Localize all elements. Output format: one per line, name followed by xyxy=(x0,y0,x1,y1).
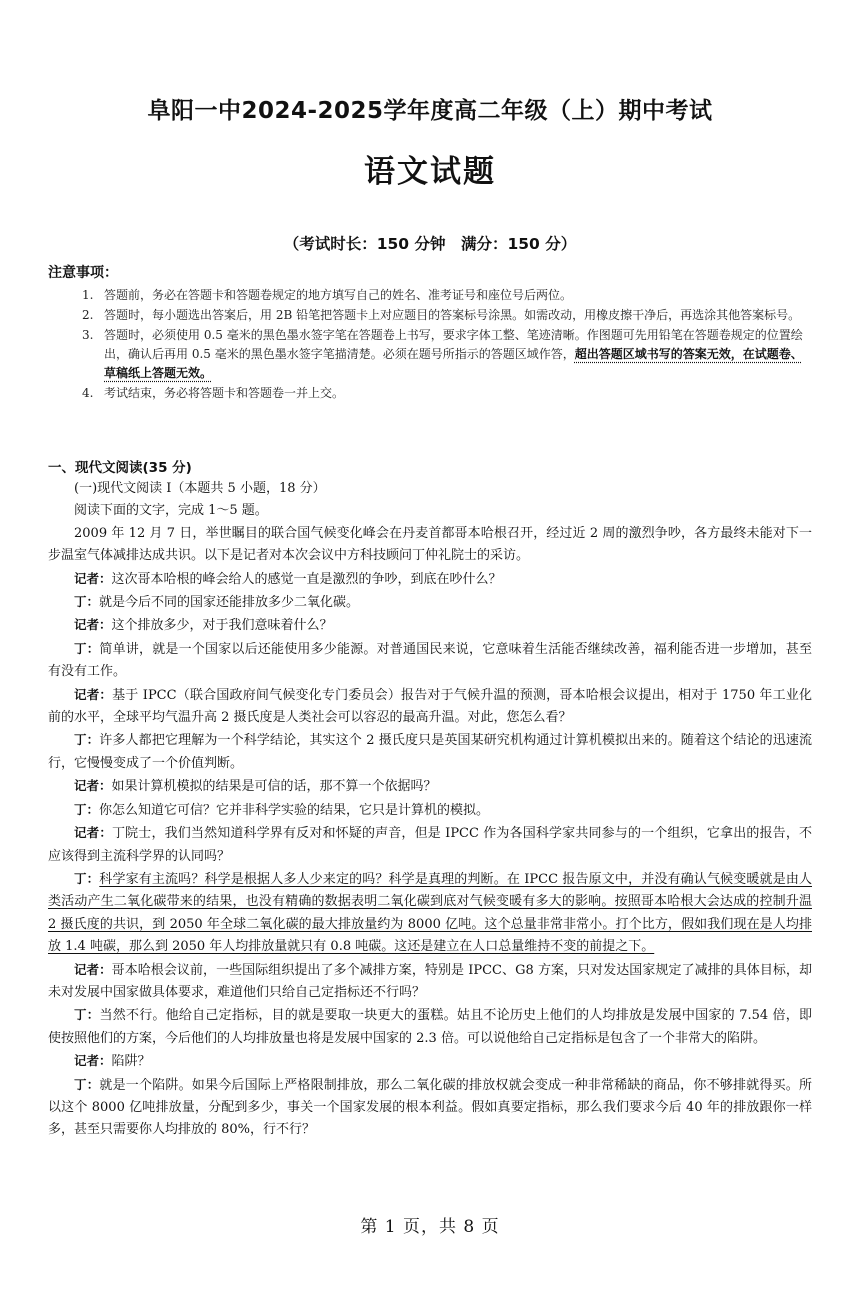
notice-item xyxy=(82,326,810,383)
dialogue-text: 这个排放多少，对于我们意味着什么？ xyxy=(111,618,333,634)
dialogue-line xyxy=(48,799,812,822)
notice-list xyxy=(82,286,810,404)
exam-duration-score: （考试时长：150 分钟 满分：150 分） xyxy=(283,235,577,253)
notice-number: 4. xyxy=(82,386,94,400)
sub-section-title: (一)现代文阅读 I（本题共 5 小题，18 分） xyxy=(74,481,326,496)
dialogue-text: 就是一个陷阱。如果今后国际上严格限制排放，那么二氧化碳的排放权就会变成一种非常稀缺的商品，你不够排就得买。所以这个 8000 亿吨排放量，分配到多少，事关一个国家发展的根本利益。假如真要定指标，那么我们要求今后 40 年的排放跟你一样多，甚至只需要你人均排放的 80%，行不行？ xyxy=(48,1077,812,1138)
dialogue-line xyxy=(48,568,812,591)
speaker-label: 丁： xyxy=(74,1007,100,1023)
dialogue-text: 如果计算机模拟的结果是可信的话，那不算一个依据吗？ xyxy=(111,779,437,795)
section-title: 一、现代文阅读(35 分) xyxy=(48,460,192,476)
dialogue-line xyxy=(48,591,812,614)
notice-item xyxy=(82,286,810,305)
dialogue-line xyxy=(48,959,812,1005)
speaker-label: 丁： xyxy=(74,1076,100,1092)
dialogue-text: 许多人都把它理解为一个科学结论，其实这个 2 摄氏度只是英国某研究机构通过计算机模拟出来的。随着这个结论的迅速流行，它慢慢变成了一个价值判断。 xyxy=(48,733,812,771)
speaker-label: 丁： xyxy=(74,640,100,656)
dialogue-text-underlined: 科学家有主流吗？科学是根据人多人少来定的吗？科学是真理的判断。在 IPCC 报告原文中，并没有确认气候变暖就是由人类活动产生二氧化碳带来的结果，也没有精确的数据表明二氧化碳到底对气候变暖有多大的影响。按照哥本哈根大会达成的控制升温 2 摄氏度的共识，到 2050 年全球二氧化碳的最大排放量约为 8000 亿吨。这个总量非常非常小。打个比方，假如我们现在是人均排放 1.4 吨碳，那么到 2050 年人均排放量就只有 0.8 吨碳。这还是建立在人口总量维持不变的前提之下。 xyxy=(48,871,812,955)
notice-item xyxy=(82,306,810,325)
dialogue-text: 陷阱？ xyxy=(111,1054,151,1070)
dialogue-line xyxy=(48,1004,812,1050)
dialogue-line xyxy=(48,1050,812,1073)
passage-intro: 2009 年 12 月 7 日，举世瞩目的联合国气候变化峰会在丹麦首都哥本哈根召开，经过近 2 周的激烈争吵，各方最终未能对下一步温室气体减排达成共识。以下是记者对本次会议中方科技顾问丁仲礼院士的采访。 xyxy=(48,525,812,564)
page-number: 第 1 页，共 8 页 xyxy=(360,1217,500,1237)
speaker-label: 记者： xyxy=(74,570,112,586)
notice-text: 考试结束，务必将答题卡和答题卷一并上交。 xyxy=(104,386,345,400)
dialogue-text: 当然不行。他给自己定指标，目的就是要取一块更大的蛋糕。姑且不论历史上他们的人均排放是发展中国家的 7.54 倍，即使按照他们的方案，今后他们的人均排放量也将是发展中国家的 2.3 倍。可以说他给自己定指标是包含了一个非常大的陷阱。 xyxy=(48,1008,812,1046)
dialogue-text: 这次哥本哈根的峰会给人的感觉一直是激烈的争吵，到底在吵什么？ xyxy=(111,571,502,587)
dialogue-text: 丁院士，我们当然知道科学界有反对和怀疑的声音，但是 IPCC 作为各国科学家共同参与的一个组织，它拿出的报告，不应该得到主流科学界的认同吗？ xyxy=(48,826,812,864)
school-exam-title: 阜阳一中2024-2025学年度高二年级（上）期中考试 xyxy=(147,98,713,124)
speaker-label: 记者： xyxy=(74,686,113,702)
dialogue-line xyxy=(48,868,812,959)
dialogue-line xyxy=(48,684,812,730)
dialogue-line xyxy=(48,614,812,637)
subject-title: 语文试题 xyxy=(364,154,496,190)
speaker-label: 记者： xyxy=(74,1053,112,1069)
notice-number: 2. xyxy=(82,308,94,322)
dialogue-text: 就是今后不同的国家还能排放多少二氧化碳。 xyxy=(99,595,360,611)
notice-number: 1. xyxy=(82,288,94,302)
dialogue-line xyxy=(48,822,812,868)
speaker-label: 记者： xyxy=(74,778,112,794)
notice-item xyxy=(82,384,810,403)
dialogue-line xyxy=(48,638,812,684)
dialogue-text: 简单讲，就是一个国家以后还能使用多少能源。对普通国民来说，它意味着生活能否继续改善，福利能否进一步增加，甚至有没有工作。 xyxy=(48,641,812,680)
notice-number: 3. xyxy=(82,328,94,342)
dialogue-line xyxy=(48,1074,812,1142)
speaker-label: 记者： xyxy=(74,617,112,633)
speaker-label: 丁： xyxy=(74,732,100,748)
speaker-label: 丁： xyxy=(74,801,100,817)
dialogue-text: 哥本哈根会议前，一些国际组织提出了多个减排方案，特别是 IPCC、G8 方案，只对发达国家规定了减排的具体目标，却未对发展中国家做具体要求，难道他们只给自己定指标还不行吗？ xyxy=(48,962,812,1000)
dialogue-line xyxy=(48,775,812,798)
speaker-label: 记者： xyxy=(74,961,112,977)
reading-instruction: 阅读下面的文字，完成 1～5 题。 xyxy=(74,503,268,519)
notice-text: 答题前，务必在答题卡和答题卷规定的地方填写自己的姓名、准考证号和座位号后两位。 xyxy=(104,288,573,302)
notice-title: 注意事项： xyxy=(48,265,118,281)
speaker-label: 记者： xyxy=(74,825,112,841)
reading-passage xyxy=(48,478,812,1142)
notice-text: 答题时，每小题选出答案后，用 2B 铅笔把答题卡上对应题目的答案标号涂黑。如需改动，用橡皮擦干净后，再选涂其他答案标号。 xyxy=(104,308,801,322)
dialogue-text: 基于 IPCC（联合国政府间气候变化专门委员会）报告对于气候升温的预测，哥本哈根会议提出，相对于 1750 年工业化前的水平，全球平均气温升高 2 摄氏度是人类社会可以容忍的最高升温。对此，您怎么看？ xyxy=(48,687,812,726)
dialogue-line xyxy=(48,729,812,775)
notice-emphasis: 超出答题区域书写的答案无效，在试题卷、草稿纸上答题无效。 xyxy=(104,347,803,380)
speaker-label: 丁： xyxy=(74,870,100,886)
notice-text: 答题时，必须使用 0.5 毫米的黑色墨水签字笔在答题卷上书写，要求字体工整、笔迹清晰。作图题可先用铅笔在答题卷规定的位置绘出，确认后再用 0.5 毫米的黑色墨水签字笔描清楚。必须在题号所指示的答题区域作答， xyxy=(104,328,803,361)
speaker-label: 丁： xyxy=(74,594,100,610)
dialogue-text: 你怎么知道它可信？它并非科学实验的结果，它只是计算机的模拟。 xyxy=(99,802,490,818)
